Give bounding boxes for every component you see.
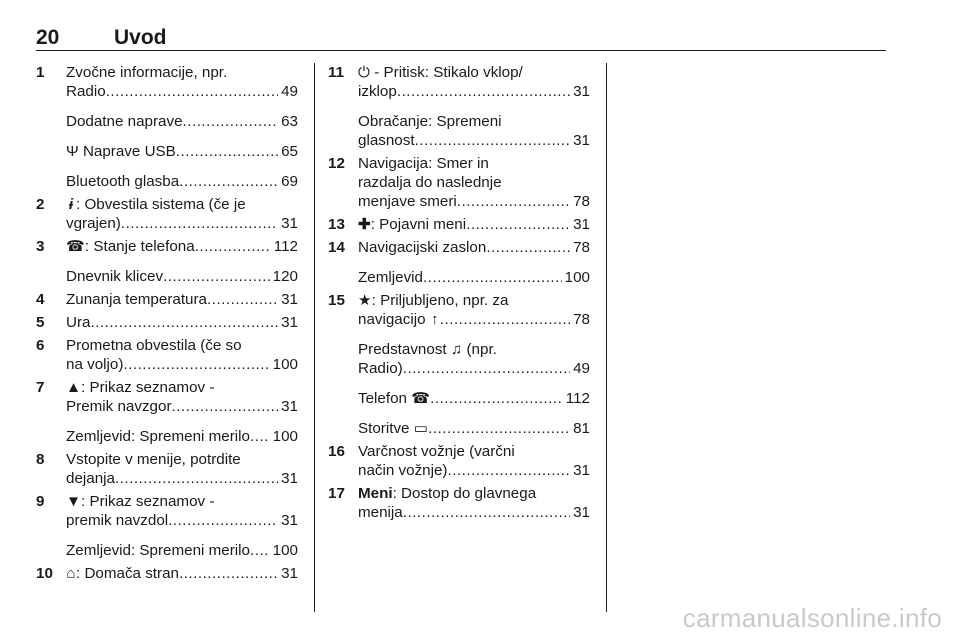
plus-icon: ✚ xyxy=(358,216,371,233)
item-number: 17 xyxy=(328,485,345,502)
item-text: Dnevnik klicev ..... xyxy=(66,268,298,285)
page-ref[interactable]: 78 xyxy=(570,238,590,257)
list-item xyxy=(328,63,590,101)
page-ref[interactable]: 100 xyxy=(270,541,298,560)
item-text: na voljo) ..... xyxy=(66,356,298,373)
item-number: 7 xyxy=(36,379,45,396)
page-ref[interactable]: 112 xyxy=(271,237,298,256)
item-text: : Prikaz seznamov - xyxy=(81,493,215,510)
item-number: 6 xyxy=(36,337,45,354)
item-text: : Obvestila sistema (če je xyxy=(76,196,246,213)
page-ref[interactable]: 100 xyxy=(270,355,298,374)
item-text: Radio ..... xyxy=(66,83,298,100)
item-text: Zunanja temperatura ..... xyxy=(66,291,298,308)
page-ref[interactable]: 49 xyxy=(278,82,298,101)
item-text: Zvočne informacije, npr. xyxy=(66,64,228,81)
item-text: navigacijo xyxy=(358,311,426,328)
page-ref[interactable]: 120 xyxy=(270,267,298,286)
page-ref[interactable]: 31 xyxy=(278,214,298,233)
page-ref[interactable]: 65 xyxy=(278,142,298,161)
list-item xyxy=(36,112,298,131)
phone-icon: ☎ xyxy=(411,390,431,407)
page-header xyxy=(36,26,886,51)
item-text: Zemljevid: Spremeni merilo ..... xyxy=(66,542,298,559)
list-item xyxy=(328,484,590,522)
page-ref[interactable]: 31 xyxy=(278,290,298,309)
list-item xyxy=(36,492,298,530)
list-item xyxy=(328,291,590,329)
item-text: Varčnost vožnje (varčni xyxy=(358,443,515,460)
page-ref[interactable]: 49 xyxy=(570,359,590,378)
page-number: 20 xyxy=(36,26,60,49)
phone-icon: ☎ xyxy=(66,238,85,255)
item-text-bold: Meni xyxy=(358,485,393,502)
item-number: 2 xyxy=(36,196,45,213)
item-text: (npr. xyxy=(462,341,497,358)
item-number: 15 xyxy=(328,292,345,309)
page-ref[interactable]: 78 xyxy=(570,192,590,211)
page-ref[interactable]: 31 xyxy=(278,397,298,416)
page-ref[interactable]: 81 xyxy=(570,419,590,438)
item-number: 11 xyxy=(328,64,345,81)
item-number: 9 xyxy=(36,493,45,510)
item-text: Prometna obvestila (če so xyxy=(66,337,242,354)
info-icon: ɨ xyxy=(68,196,74,213)
column-divider xyxy=(606,63,607,612)
list-item xyxy=(36,427,298,446)
list-item xyxy=(36,564,298,583)
page-ref[interactable]: 31 xyxy=(570,461,590,480)
page-ref[interactable]: 63 xyxy=(278,112,298,131)
item-number: 1 xyxy=(36,64,45,81)
item-text: : Priljubljeno, npr. za xyxy=(371,292,509,309)
page-title: Uvod xyxy=(114,26,167,49)
list-item xyxy=(328,389,590,408)
arrow-down-icon: ▼ xyxy=(66,493,82,510)
item-number: 10 xyxy=(36,565,53,582)
list-item xyxy=(36,237,298,256)
page-ref[interactable]: 112 xyxy=(563,389,590,408)
item-text: Zemljevid: Spremeni merilo ..... xyxy=(66,428,298,445)
item-text: Zemljevid ..... xyxy=(358,269,590,286)
page-ref[interactable]: 100 xyxy=(270,427,298,446)
item-text: : Stanje telefona xyxy=(84,238,195,255)
list-item xyxy=(36,267,298,286)
column-left xyxy=(36,63,298,587)
page-ref[interactable]: 31 xyxy=(570,215,590,234)
item-text: premik navzdol ..... xyxy=(66,512,298,529)
list-item xyxy=(328,154,590,211)
list-item xyxy=(36,450,298,488)
item-number: 5 xyxy=(36,314,45,331)
list-item xyxy=(328,442,590,480)
item-text: dejanja ..... xyxy=(66,470,298,487)
item-text: : Prikaz seznamov - xyxy=(81,379,215,396)
item-text: Dodatne naprave ..... xyxy=(66,113,298,130)
item-text: Ura ..... xyxy=(66,314,298,331)
item-number: 13 xyxy=(328,216,345,233)
item-text: način vožnje) ..... xyxy=(358,462,590,479)
page-ref[interactable]: 69 xyxy=(278,172,298,191)
item-number: 16 xyxy=(328,443,345,460)
page-ref[interactable]: 31 xyxy=(278,511,298,530)
item-text: : Pojavni meni xyxy=(370,216,467,233)
list-item xyxy=(328,238,590,257)
page-ref[interactable]: 31 xyxy=(570,82,590,101)
item-number: 4 xyxy=(36,291,45,308)
list-item xyxy=(36,378,298,416)
usb-icon: Ψ xyxy=(66,143,79,160)
page-ref[interactable]: 31 xyxy=(278,313,298,332)
list-item xyxy=(36,313,298,332)
item-number: 8 xyxy=(36,451,45,468)
item-text: Premik navzgor ..... xyxy=(66,398,298,415)
item-text: glasnost ..... xyxy=(358,132,590,149)
column-divider xyxy=(314,63,315,612)
item-text: Obračanje: Spremeni xyxy=(358,113,502,130)
item-text: Telefon xyxy=(358,390,407,407)
list-item xyxy=(36,142,298,161)
item-text: vgrajen) ..... xyxy=(66,215,298,232)
power-icon: ⏻ xyxy=(358,64,371,81)
item-text: menija ..... xyxy=(358,504,590,521)
page-ref[interactable]: 31 xyxy=(278,564,298,583)
item-text: Predstavnost xyxy=(358,341,447,358)
list-item xyxy=(328,419,590,438)
item-text: Navigacija: Smer in xyxy=(358,155,489,172)
folder-icon: ▭ xyxy=(413,420,429,437)
list-item xyxy=(36,195,298,233)
home-icon: ⌂ xyxy=(66,565,76,582)
page-ref[interactable]: 31 xyxy=(570,131,590,150)
page-ref[interactable]: 78 xyxy=(570,310,590,329)
arrow-up-icon: ▲ xyxy=(66,379,82,396)
list-item xyxy=(328,112,590,150)
list-item xyxy=(36,172,298,191)
item-text: menjave smeri ..... xyxy=(358,193,590,210)
list-item xyxy=(328,340,590,378)
item-number: 12 xyxy=(328,155,345,172)
list-item xyxy=(328,215,590,234)
list-item xyxy=(328,268,590,287)
item-number: 14 xyxy=(328,239,345,256)
item-text: : Dostop do glavnega xyxy=(392,485,537,502)
list-item xyxy=(36,541,298,560)
page-ref[interactable]: 100 xyxy=(562,268,590,287)
item-text: razdalja do naslednje xyxy=(358,174,502,191)
list-item xyxy=(36,336,298,374)
list-item xyxy=(36,63,298,101)
item-text: Navigacijski zaslon ..... xyxy=(358,239,590,256)
navigation-icon: ↑ xyxy=(430,311,439,328)
item-text: Vstopite v menije, potrdite xyxy=(66,451,241,468)
item-text: izklop ..... xyxy=(358,83,590,100)
watermark[interactable]: carmanualsonline.info xyxy=(682,603,942,633)
page-ref[interactable]: 31 xyxy=(570,503,590,522)
star-icon: ★ xyxy=(358,292,372,309)
column-middle xyxy=(328,63,590,526)
item-text: Bluetooth glasba ..... xyxy=(66,173,298,190)
item-text: Radio) ..... xyxy=(358,360,590,377)
item-text: - Pritisk: Stikalo vklop/ xyxy=(370,64,523,81)
item-text: : Domača stran xyxy=(76,565,179,582)
item-number: 3 xyxy=(36,238,45,255)
music-icon: ♫ xyxy=(450,341,463,358)
page-ref[interactable]: 31 xyxy=(278,469,298,488)
item-text: Naprave USB xyxy=(82,143,176,160)
item-text: Storitve xyxy=(358,420,410,437)
list-item xyxy=(36,290,298,309)
